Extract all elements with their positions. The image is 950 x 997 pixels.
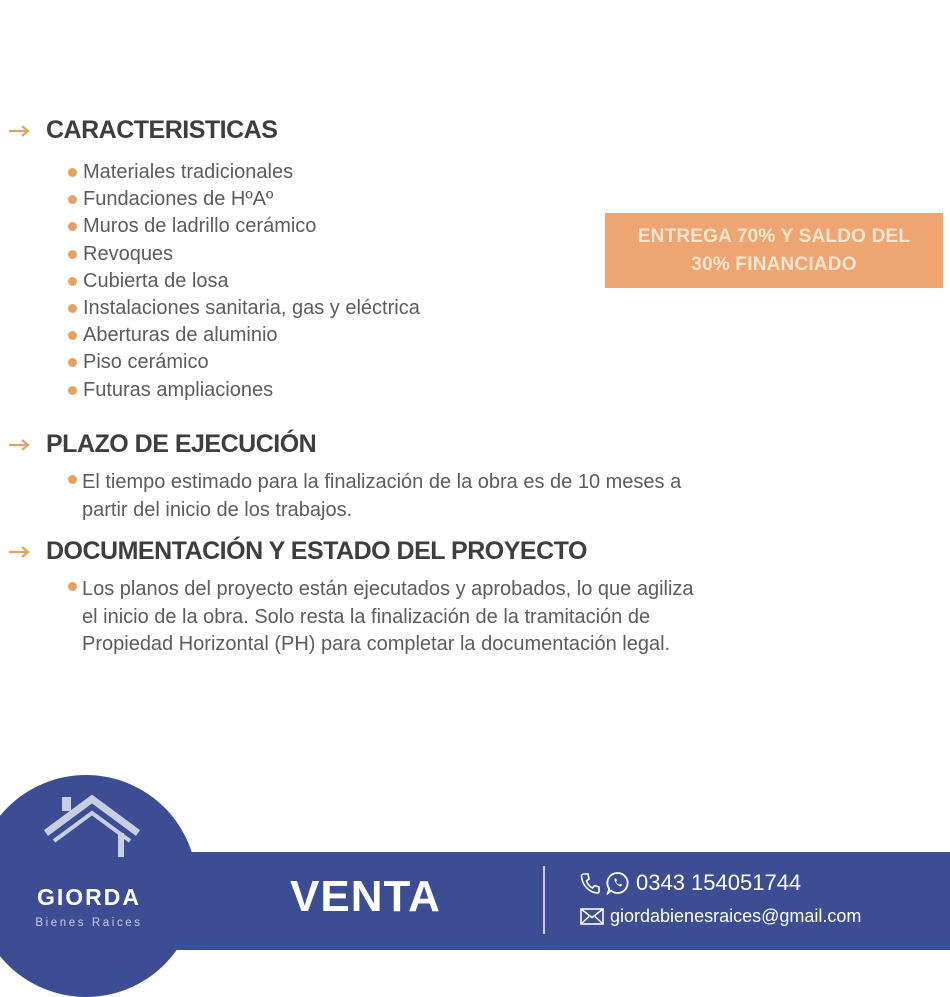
bullet-dot <box>68 250 77 259</box>
bullet-dot <box>68 304 77 313</box>
envelope-icon <box>580 908 604 925</box>
arrow-right-icon <box>8 438 32 452</box>
bullet-dot <box>68 195 77 204</box>
list-item: Piso cerámico <box>68 349 420 376</box>
bullet-dot <box>68 386 77 395</box>
bullet-dot <box>68 277 77 286</box>
footer-divider <box>543 866 545 934</box>
list-item: Instalaciones sanitaria, gas y eléctrica <box>68 295 420 322</box>
list-item: Futuras ampliaciones <box>68 377 420 404</box>
section-caracteristicas-header <box>8 116 277 145</box>
venta-label: VENTA <box>290 872 441 921</box>
arrow-right-icon <box>8 545 32 559</box>
promo-line-1: ENTREGA 70% Y SALDO DEL <box>637 225 911 247</box>
bullet-dot <box>68 358 77 367</box>
phone-icon <box>580 872 600 894</box>
section-plazo-header <box>8 430 316 459</box>
section-title: DOCUMENTACIÓN Y ESTADO DEL PROYECTO <box>46 537 587 565</box>
arrow-right-icon <box>8 124 32 138</box>
email-address: giordabienesraices@gmail.com <box>610 906 862 926</box>
bullet-dot <box>68 582 77 591</box>
promo-line-2: 30% FINANCIADO <box>691 253 857 275</box>
list-item: Aberturas de aluminio <box>68 322 420 349</box>
list-item: Fundaciones de HºAº <box>68 186 420 213</box>
bullet-dot <box>68 331 77 340</box>
list-item: Cubierta de losa <box>68 268 420 295</box>
section-title: PLAZO DE EJECUCIÓN <box>46 430 317 458</box>
brand-subtitle: Bienes Raices <box>35 917 143 929</box>
contact-email[interactable] <box>580 906 861 927</box>
section-title: CARACTERISTICAS <box>46 116 278 144</box>
list-item: Revoques <box>68 241 420 268</box>
bullet-dot <box>68 222 77 231</box>
list-item: Muros de ladrillo cerámico <box>68 213 420 240</box>
promo-banner <box>605 213 943 288</box>
brand-name: GIORDA <box>37 884 141 910</box>
house-roof-icon <box>40 793 144 857</box>
caracteristicas-list <box>68 159 420 404</box>
contact-phone[interactable] <box>580 870 801 896</box>
bullet-dot <box>68 168 77 177</box>
phone-number: 0343 154051744 <box>636 870 802 895</box>
plazo-paragraph: El tiempo estimado para la finalización de la obra es de 10 meses a partir del inicio de los trabajos. <box>68 469 681 524</box>
whatsapp-icon <box>606 871 630 895</box>
bullet-dot <box>68 475 77 484</box>
documentacion-paragraph: Los planos del proyecto están ejecutados y aprobados, lo que agiliza el inicio de la obra. Solo resta la finalización de la tramitación de Propiedad Horizontal (PH) para completar la documentación legal. <box>68 576 694 659</box>
section-documentacion-header <box>8 537 587 566</box>
list-item: Materiales tradicionales <box>68 159 420 186</box>
